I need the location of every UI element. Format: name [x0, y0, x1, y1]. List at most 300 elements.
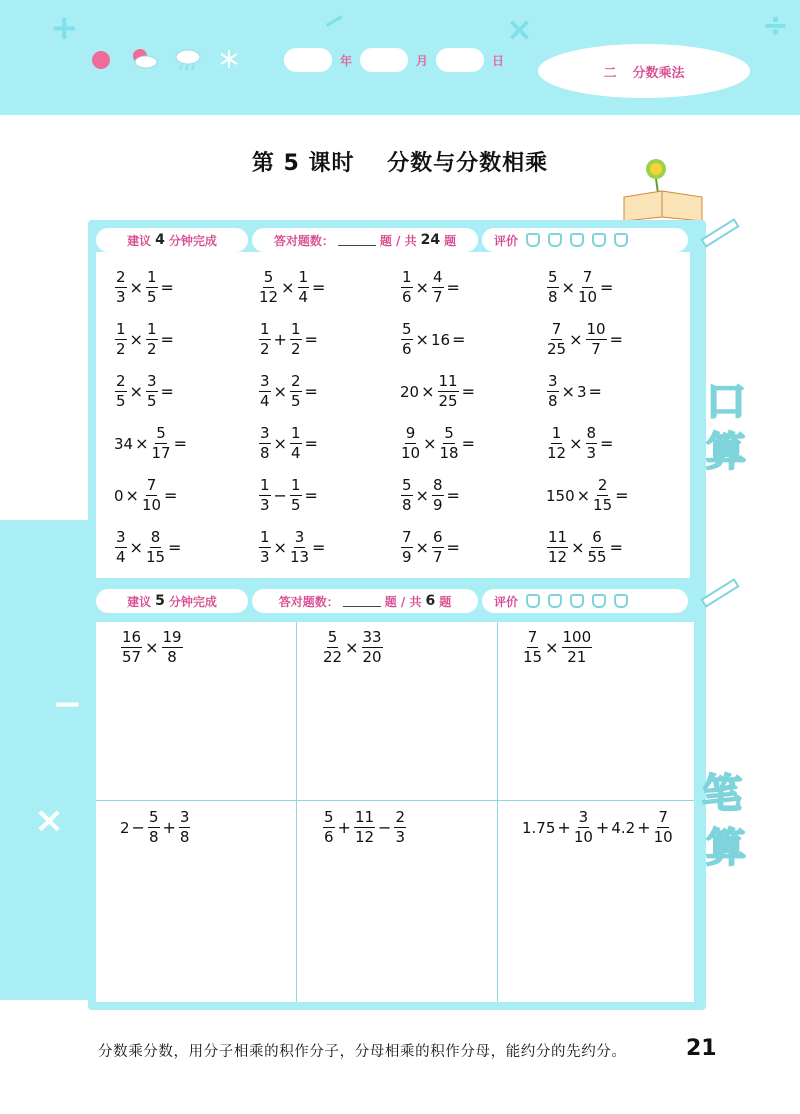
- minus-side-deco-icon: −: [52, 684, 83, 725]
- numerator: 6: [592, 528, 602, 546]
- numerator: 5: [548, 268, 558, 286]
- unit-tag: [538, 44, 750, 98]
- oral-problem[interactable]: [258, 478, 320, 513]
- written-suggest-minutes: 5: [155, 593, 165, 609]
- operator: ×: [129, 278, 143, 297]
- fraction: [547, 426, 566, 461]
- operator: ×: [415, 278, 429, 297]
- fraction: [432, 270, 444, 305]
- written-badge-char-1: 笔: [702, 770, 742, 817]
- fraction: [586, 426, 598, 461]
- oral-rating-label: 评价: [494, 233, 519, 248]
- denominator: 10: [141, 496, 162, 514]
- operator: =: [452, 330, 466, 349]
- denominator: 18: [439, 444, 459, 462]
- operator: ×: [135, 434, 149, 453]
- denominator: 8: [548, 288, 558, 306]
- denominator: 25: [438, 392, 458, 410]
- whole-number: 150: [546, 486, 575, 505]
- operator: ×: [273, 434, 287, 453]
- operator: ×: [345, 638, 359, 657]
- fraction: [259, 270, 278, 305]
- numerator: 11: [354, 808, 375, 826]
- oral-badge-char-2: 算: [706, 428, 746, 475]
- denominator: 20: [362, 648, 382, 666]
- operator: ×: [561, 382, 575, 401]
- written-correct-suffix: 题: [439, 594, 452, 609]
- numerator: 1: [290, 476, 301, 494]
- written-problem[interactable]: [522, 630, 593, 665]
- denominator: 4: [290, 444, 301, 462]
- column-divider: [497, 622, 498, 1002]
- operator: ×: [145, 638, 159, 657]
- fraction: [290, 530, 309, 565]
- oral-problem[interactable]: [400, 322, 467, 357]
- numerator: 1: [116, 320, 126, 338]
- numerator: 1: [260, 476, 270, 494]
- day-label: 日: [491, 53, 504, 68]
- denominator: 15: [523, 648, 543, 666]
- fraction: [362, 630, 383, 665]
- operator: =: [312, 278, 326, 297]
- operator: ×: [545, 638, 559, 657]
- thumb-up-icon[interactable]: [548, 594, 562, 608]
- denominator: 3: [586, 444, 597, 462]
- operator: =: [312, 538, 326, 557]
- thumb-up-icon[interactable]: [526, 594, 540, 608]
- pencil-icon: [700, 218, 739, 248]
- operator: ×: [569, 434, 583, 453]
- numerator: 8: [432, 476, 443, 494]
- numerator: 1: [402, 268, 412, 286]
- fraction: [547, 530, 568, 565]
- fraction: [146, 270, 158, 305]
- operator: =: [600, 278, 614, 297]
- fraction: [146, 322, 158, 357]
- operator: =: [609, 538, 623, 557]
- denominator: 7: [432, 548, 443, 566]
- denominator: 2: [290, 340, 301, 358]
- plus-deco-icon: +: [50, 8, 79, 48]
- written-correct-prefix: 答对题数：: [278, 594, 339, 609]
- fraction: [574, 810, 593, 845]
- fraction: [401, 426, 420, 461]
- operator: −: [131, 818, 145, 837]
- numerator: 1: [260, 320, 270, 338]
- denominator: 10: [573, 828, 593, 846]
- fraction: [259, 426, 271, 461]
- numerator: 1: [146, 320, 157, 338]
- oral-correct-suffix: 题: [444, 233, 457, 248]
- fraction: [440, 426, 459, 461]
- oral-problem[interactable]: [114, 478, 179, 513]
- operator: ×: [273, 538, 287, 557]
- year-label: 年: [339, 53, 352, 68]
- day-input[interactable]: [436, 48, 484, 72]
- fraction: [432, 530, 444, 565]
- denominator: 4: [116, 548, 126, 566]
- numerator: 6: [432, 528, 443, 546]
- fraction: [121, 630, 142, 665]
- divide-deco-icon: ÷: [762, 6, 789, 44]
- fraction: [290, 374, 302, 409]
- denominator: 6: [402, 288, 412, 306]
- oral-problem[interactable]: [258, 530, 327, 565]
- denominator: 17: [151, 444, 171, 462]
- fraction: [259, 530, 271, 565]
- thumb-up-icon[interactable]: [592, 233, 606, 247]
- denominator: 15: [145, 548, 166, 566]
- operator: =: [446, 538, 460, 557]
- fraction: [586, 322, 607, 357]
- weather-icons: [92, 48, 242, 72]
- numerator: 2: [597, 476, 608, 494]
- operator: =: [168, 538, 182, 557]
- denominator: 3: [260, 496, 270, 514]
- denominator: 12: [259, 288, 279, 306]
- snow-icon[interactable]: [218, 48, 242, 72]
- denominator: 12: [354, 828, 375, 846]
- numerator: 5: [324, 808, 334, 826]
- whole-number: 16: [430, 330, 451, 349]
- operator: ×: [281, 278, 295, 297]
- fraction: [162, 630, 183, 665]
- rule-note: 分数乘分数，用分子相乘的积作分子，分母相乘的积作分母，能约分的先约分。: [98, 1044, 627, 1060]
- oral-problem[interactable]: [546, 374, 604, 409]
- numerator: 11: [438, 372, 458, 390]
- whole-number: 0: [114, 486, 124, 505]
- denominator: 4: [298, 288, 309, 306]
- fraction: [394, 810, 406, 845]
- numerator: 3: [294, 528, 305, 546]
- oral-problem[interactable]: [114, 426, 189, 461]
- numerator: 3: [146, 372, 157, 390]
- denominator: 8: [548, 392, 558, 410]
- denominator: 5: [116, 392, 126, 410]
- numerator: 1: [298, 268, 309, 286]
- operator: =: [304, 330, 318, 349]
- written-correct-mid: 题 / 共: [384, 594, 422, 609]
- oral-problem[interactable]: [546, 322, 625, 357]
- fraction: [401, 530, 413, 565]
- written-correct-input[interactable]: [343, 595, 381, 607]
- thumb-up-icon[interactable]: [526, 233, 540, 247]
- fraction: [401, 322, 413, 357]
- operator: +: [337, 818, 351, 837]
- thumb-up-icon[interactable]: [570, 594, 584, 608]
- oral-problem[interactable]: [114, 374, 176, 409]
- fraction: [115, 530, 127, 565]
- denominator: 13: [289, 548, 310, 566]
- thumb-up-icon[interactable]: [614, 594, 628, 608]
- operator: =: [600, 434, 614, 453]
- fraction: [152, 426, 171, 461]
- numerator: 10: [586, 320, 606, 338]
- oral-correct-count: [252, 228, 478, 252]
- operator: ×: [421, 382, 435, 401]
- oral-problem[interactable]: [400, 426, 477, 461]
- thumb-up-icon[interactable]: [614, 233, 628, 247]
- unit-title: 分数乘法: [632, 65, 685, 81]
- denominator: 3: [260, 548, 270, 566]
- whole-number: 20: [400, 382, 420, 401]
- whole-number: 3: [576, 382, 587, 401]
- denominator: 10: [653, 828, 673, 846]
- operator: =: [446, 486, 460, 505]
- oral-correct-input[interactable]: [338, 234, 376, 246]
- operator: ×: [571, 538, 585, 557]
- operator: −: [378, 818, 392, 837]
- operator: =: [160, 382, 174, 401]
- numerator: 5: [263, 268, 274, 286]
- oral-problem[interactable]: [400, 270, 462, 305]
- fraction: [588, 530, 607, 565]
- numerator: 9: [405, 424, 416, 442]
- operator: =: [304, 434, 318, 453]
- denominator: 8: [260, 444, 270, 462]
- fraction: [298, 270, 310, 305]
- written-info-bar: [96, 589, 692, 613]
- numerator: 5: [444, 424, 454, 442]
- operator: =: [160, 278, 174, 297]
- operator: =: [461, 382, 475, 401]
- month-input[interactable]: [360, 48, 408, 72]
- oral-correct-mid: 题 / 共: [379, 233, 417, 248]
- oral-problem[interactable]: [114, 322, 176, 357]
- denominator: 5: [146, 392, 157, 410]
- denominator: 57: [122, 648, 142, 666]
- operator: ×: [273, 382, 287, 401]
- written-problem[interactable]: [322, 810, 407, 845]
- oral-problem[interactable]: [258, 270, 327, 305]
- operator: ×: [576, 486, 591, 505]
- denominator: 10: [401, 444, 421, 462]
- numerator: 5: [148, 808, 159, 826]
- numerator: 3: [116, 528, 126, 546]
- whole-number: 2: [120, 818, 130, 837]
- oral-problem[interactable]: [400, 530, 462, 565]
- fraction: [354, 810, 375, 845]
- operator: +: [595, 818, 610, 837]
- denominator: 9: [402, 548, 412, 566]
- fraction: [259, 374, 271, 409]
- numerator: 19: [162, 628, 182, 646]
- oral-problem[interactable]: [546, 478, 631, 513]
- oral-suggest-minutes: 4: [155, 232, 165, 248]
- fraction: [547, 322, 566, 357]
- cloudy-icon[interactable]: [130, 48, 154, 72]
- numerator: 3: [578, 808, 589, 826]
- operator: ×: [129, 382, 143, 401]
- denominator: 3: [116, 288, 126, 306]
- written-problem[interactable]: [522, 810, 674, 845]
- numerator: 7: [658, 808, 668, 826]
- operator: ×: [415, 330, 429, 349]
- written-correct-count: [252, 589, 478, 613]
- numerator: 8: [150, 528, 161, 546]
- denominator: 2: [260, 340, 270, 358]
- oral-info-bar: [96, 228, 692, 252]
- numerator: 2: [116, 268, 126, 286]
- numerator: 16: [122, 628, 142, 646]
- operator: ×: [569, 330, 583, 349]
- open-book-icon: [620, 155, 706, 223]
- denominator: 6: [402, 340, 412, 358]
- numerator: 7: [527, 628, 538, 646]
- numerator: 1: [551, 424, 562, 442]
- oral-problem[interactable]: [258, 426, 320, 461]
- oral-suggest-prefix: 建议: [127, 233, 152, 248]
- oral-total: 24: [420, 232, 441, 248]
- denominator: 12: [548, 548, 568, 566]
- page-number: 21: [686, 1036, 717, 1061]
- denominator: 6: [324, 828, 334, 846]
- fraction: [115, 270, 127, 305]
- oral-problem[interactable]: [546, 426, 615, 461]
- operator: ×: [561, 278, 575, 297]
- oral-problem[interactable]: [546, 270, 615, 305]
- denominator: 12: [547, 444, 567, 462]
- denominator: 55: [587, 548, 607, 566]
- denominator: 8: [148, 828, 159, 846]
- numerator: 100: [562, 628, 592, 646]
- thumb-up-icon[interactable]: [570, 233, 584, 247]
- oral-problem[interactable]: [114, 270, 176, 305]
- oral-correct-prefix: 答对题数：: [273, 233, 334, 248]
- fraction: [290, 478, 302, 513]
- written-suggest: [96, 589, 248, 613]
- thumb-up-icon[interactable]: [548, 233, 562, 247]
- operator: ×: [129, 330, 143, 349]
- whole-number: 4.2: [611, 818, 636, 837]
- oral-rating: [482, 228, 688, 252]
- fraction: [438, 374, 459, 409]
- lesson-label: 第 5 课时: [251, 151, 355, 176]
- lesson-topic: 分数与分数相乘: [387, 151, 549, 176]
- thumb-up-icon[interactable]: [592, 594, 606, 608]
- year-input[interactable]: [284, 48, 332, 72]
- fraction: [259, 322, 271, 357]
- fraction: [547, 374, 559, 409]
- operator: =: [160, 330, 174, 349]
- operator: =: [304, 382, 318, 401]
- written-suggest-suffix: 分钟完成: [168, 594, 217, 609]
- oral-problem[interactable]: [258, 374, 320, 409]
- minus-deco-icon: −: [315, 0, 353, 41]
- oral-problem[interactable]: [114, 530, 183, 565]
- operator: ×: [415, 538, 429, 557]
- oral-badge-char-1: 口: [706, 378, 746, 425]
- denominator: 10: [577, 288, 598, 306]
- numerator: 3: [548, 372, 558, 390]
- numerator: 11: [548, 528, 568, 546]
- fraction: [259, 478, 271, 513]
- fraction: [290, 426, 302, 461]
- fraction: [523, 630, 542, 665]
- oral-problem[interactable]: [546, 530, 625, 565]
- denominator: 7: [432, 288, 443, 306]
- whole-number: 1.75: [522, 818, 556, 837]
- fraction: [593, 478, 612, 513]
- denominator: 21: [567, 648, 587, 666]
- fraction: [290, 322, 302, 357]
- times-deco-icon: ×: [506, 10, 533, 48]
- operator: =: [609, 330, 623, 349]
- numerator: 2: [290, 372, 301, 390]
- denominator: 8: [402, 496, 412, 514]
- denominator: 25: [547, 340, 567, 358]
- denominator: 2: [116, 340, 126, 358]
- numerator: 33: [362, 628, 382, 646]
- fraction: [432, 478, 444, 513]
- numerator: 1: [290, 320, 301, 338]
- oral-problem[interactable]: [400, 478, 462, 513]
- numerator: 3: [260, 372, 270, 390]
- fraction: [547, 270, 559, 305]
- operator: +: [637, 818, 651, 837]
- numerator: 5: [156, 424, 166, 442]
- oral-suggest-suffix: 分钟完成: [168, 233, 217, 248]
- numerator: 7: [551, 320, 562, 338]
- written-rating: [482, 589, 688, 613]
- numerator: 2: [395, 808, 405, 826]
- denominator: 3: [395, 828, 405, 846]
- fraction: [146, 530, 165, 565]
- denominator: 2: [146, 340, 157, 358]
- unit-number: 二: [603, 65, 617, 81]
- denominator: 5: [290, 392, 301, 410]
- denominator: 8: [167, 648, 177, 666]
- written-problem[interactable]: [322, 630, 384, 665]
- numerator: 1: [260, 528, 270, 546]
- numerator: 5: [402, 476, 412, 494]
- written-rating-label: 评价: [494, 594, 519, 609]
- denominator: 7: [591, 340, 601, 358]
- written-problem[interactable]: [120, 630, 184, 665]
- oral-problem[interactable]: [258, 322, 320, 357]
- denominator: 8: [179, 828, 190, 846]
- numerator: 2: [116, 372, 126, 390]
- oral-problem[interactable]: [400, 374, 477, 409]
- operator: =: [461, 434, 475, 453]
- numerator: 7: [402, 528, 412, 546]
- operator: ×: [415, 486, 429, 505]
- denominator: 9: [432, 496, 443, 514]
- written-badge-char-2: 算: [706, 824, 746, 871]
- numerator: 1: [146, 268, 157, 286]
- rain-icon[interactable]: [174, 48, 198, 72]
- whole-number: 34: [114, 434, 134, 453]
- sun-icon[interactable]: [92, 51, 110, 69]
- written-total: 6: [425, 593, 436, 609]
- numerator: 1: [290, 424, 301, 442]
- operator: =: [173, 434, 187, 453]
- denominator: 5: [146, 288, 157, 306]
- denominator: 4: [260, 392, 270, 410]
- operator: +: [162, 818, 176, 837]
- written-problem[interactable]: [120, 810, 191, 845]
- numerator: 7: [146, 476, 157, 494]
- operator: =: [164, 486, 178, 505]
- denominator: 5: [290, 496, 301, 514]
- numerator: 4: [432, 268, 443, 286]
- date-fields: [284, 48, 506, 72]
- written-suggest-prefix: 建议: [127, 594, 152, 609]
- month-label: 月: [415, 53, 428, 68]
- oral-suggest: [96, 228, 248, 252]
- fraction: [115, 322, 127, 357]
- times-side-deco-icon: ×: [34, 800, 65, 841]
